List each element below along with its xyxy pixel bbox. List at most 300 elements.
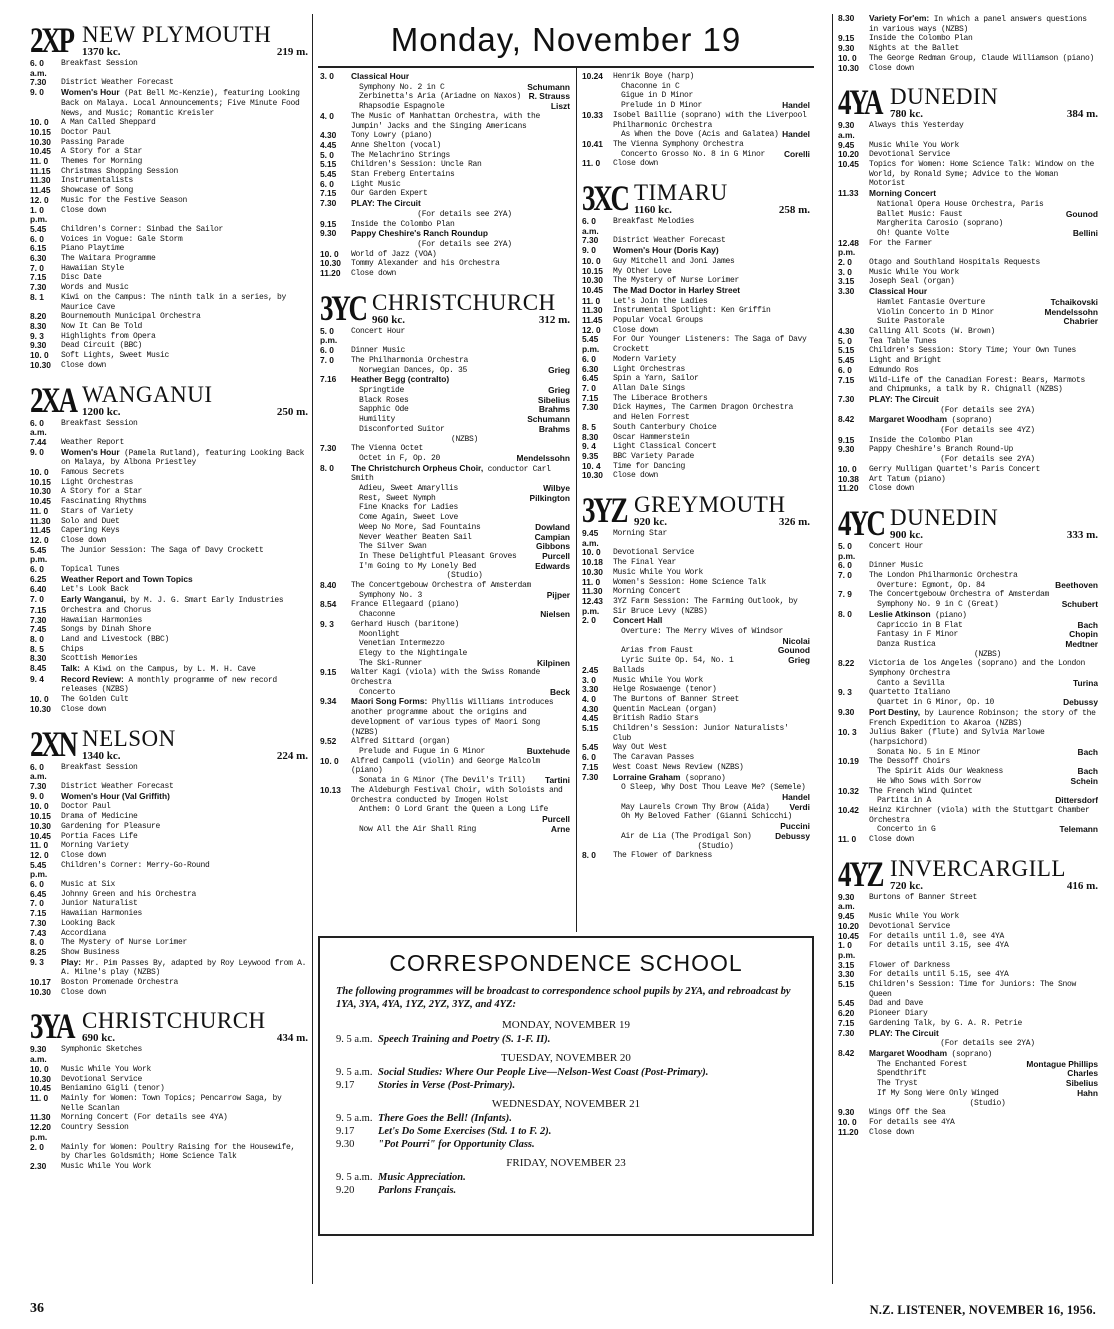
programme-time: 6. 0 bbox=[582, 353, 596, 364]
programme-time: 8. 0 bbox=[582, 850, 596, 861]
programme-row bbox=[320, 805, 570, 824]
programme-time: 9. 0 bbox=[582, 245, 596, 256]
composer: Purcell bbox=[542, 550, 570, 561]
programme-title: Morning Concert bbox=[613, 587, 681, 597]
programme-title: Music While You Work bbox=[613, 675, 704, 685]
programme-title bbox=[351, 375, 570, 386]
programme-title: O Sleep, Why Dost Thou Leave Me? (Semele) Handel bbox=[621, 783, 810, 802]
station-call-sign: 2XN bbox=[30, 723, 76, 764]
programme-row bbox=[30, 802, 308, 812]
programme-row bbox=[320, 523, 570, 533]
composer: Bach bbox=[1077, 619, 1098, 630]
programme-title: Oh My Beloved Father (Gianni Schicchi) Puccini bbox=[621, 812, 810, 832]
programme-row bbox=[838, 621, 1098, 631]
programme-title: Anne Shelton (vocal) bbox=[351, 140, 442, 150]
correspondence-programme: Social Studies: Where Our People Live—Nelson-West Coast (Post-Primary). bbox=[378, 1067, 709, 1078]
programme-row bbox=[582, 773, 810, 784]
programme-time: 7. 0 bbox=[838, 570, 852, 581]
programme-title: Capering Keys bbox=[61, 526, 120, 536]
programme-title: Devotional Service bbox=[613, 548, 695, 558]
correspondence-day: FRIDAY, NOVEMBER 23 bbox=[506, 1157, 626, 1169]
programme-row bbox=[582, 548, 810, 558]
programme-title: Dick Haymes, The Carmen Dragon Orchestra and Helen Forrest bbox=[613, 403, 794, 423]
programme-row bbox=[838, 610, 1098, 621]
programme-row bbox=[30, 322, 308, 332]
programme-time: 10. 0 bbox=[838, 52, 857, 63]
programme-row bbox=[30, 978, 308, 988]
programme-time: 10. 0 bbox=[30, 801, 49, 812]
programme-title: Close down bbox=[61, 535, 107, 545]
programme-title: Sonata in G Minor (The Devil's Trill) Tartini bbox=[359, 775, 570, 786]
programme-time: 10. 0 bbox=[320, 755, 339, 766]
programme-time: 8.30 bbox=[30, 320, 47, 331]
programme-time: 8.22 bbox=[838, 658, 855, 669]
programme-title: Disconforted Suitor Brahms bbox=[359, 423, 570, 434]
programme-row bbox=[838, 679, 1098, 689]
programme-time: 7.30 bbox=[30, 77, 47, 88]
programme-row bbox=[838, 189, 1098, 200]
programme-title: Music While You Work bbox=[869, 912, 960, 922]
programme-row bbox=[30, 273, 308, 283]
composer: Gounod bbox=[1065, 208, 1098, 219]
programme-title: Close down bbox=[869, 484, 915, 494]
programme-time: 6. 0 bbox=[30, 879, 44, 890]
composer: Montague Phillips bbox=[1026, 1058, 1098, 1069]
programme-title: Anthem: O Lord Grant the Queen a Long Life Purcell bbox=[359, 805, 570, 824]
programme-title: Orchestra and Chorus bbox=[61, 605, 152, 615]
programme-title: Overture: Egmont, Op. 84 Beethoven bbox=[877, 579, 1098, 590]
programme-title: The Vienna Octet bbox=[351, 444, 424, 454]
programme-row bbox=[582, 306, 810, 316]
programme-row bbox=[30, 1162, 308, 1172]
programme-title: Nights at the Ballet bbox=[869, 44, 960, 54]
programme-title: In These Delightful Pleasant Groves Purcell bbox=[359, 550, 570, 561]
programme-title: Tea Table Tunes bbox=[869, 336, 937, 346]
programme-row bbox=[838, 1128, 1098, 1138]
station-call-sign: 4YA bbox=[838, 82, 882, 123]
programme-time bbox=[838, 308, 869, 318]
composer: Arne bbox=[550, 823, 570, 834]
programme-row bbox=[582, 394, 810, 404]
programme-row bbox=[838, 465, 1098, 475]
programme-title: The Ski-Runner Kilpinen bbox=[359, 657, 570, 668]
programme-title: Mainly for Women: Town Topics; Pencarrow Saga, by Nelle Scanlan bbox=[61, 1093, 282, 1113]
programme-row bbox=[582, 159, 810, 169]
programme-row bbox=[582, 714, 810, 724]
programme-title: Danza Rustica Medtner bbox=[877, 638, 1098, 649]
programme-time: 12.43 p.m. bbox=[582, 595, 603, 616]
programme-time: 8.30 bbox=[582, 431, 599, 442]
programme-row bbox=[582, 783, 810, 802]
correspondence-programme: Stories in Verse (Post-Primary). bbox=[378, 1080, 516, 1091]
programme-title: Julius Baker (flute) and Sylvia Marlowe (harpsichord) bbox=[869, 728, 1045, 747]
programme-title: Show Business bbox=[61, 947, 120, 957]
programme-time: 11.45 bbox=[582, 315, 603, 326]
station-block bbox=[320, 72, 570, 279]
programme-row bbox=[30, 890, 308, 900]
programme-row bbox=[320, 747, 570, 757]
programme-row bbox=[320, 415, 570, 425]
correspondence-time: 9.17 bbox=[336, 1080, 355, 1091]
programme-time: 10. 0 bbox=[838, 463, 857, 474]
programme-time: 10.13 bbox=[320, 784, 341, 795]
programme-title: Otago and Southland Hospitals Requests bbox=[869, 258, 1041, 268]
programme-time bbox=[320, 825, 351, 835]
programme-title: Modern Variety bbox=[613, 354, 677, 364]
programme-title: (For details see 4YZ) bbox=[940, 426, 1035, 436]
programme-title: (Studio) bbox=[969, 1098, 1006, 1108]
programme-row bbox=[582, 217, 810, 236]
programme-time bbox=[838, 1060, 869, 1070]
programme-time: 10. 0 bbox=[30, 1063, 49, 1074]
station-kc: 1340 kc. bbox=[82, 749, 121, 762]
programme-title: Portia Faces Life bbox=[61, 831, 138, 841]
programme-title: Variety For'em: In which a panel answers questions in various ways (NZBS) bbox=[869, 14, 1087, 34]
programme-row bbox=[320, 425, 570, 435]
programme-time: 9.30 bbox=[838, 1107, 855, 1118]
programme-title: I'm Going to My Lonely Bed Edwards bbox=[359, 560, 570, 571]
programme-title: Calling All Scots (W. Brown) bbox=[869, 326, 996, 336]
composer: Pijper bbox=[546, 589, 570, 600]
column-4 bbox=[838, 14, 1098, 1298]
programme-time: 9.30 bbox=[838, 706, 855, 717]
programme-title: Close down bbox=[351, 269, 397, 279]
programme-time: 5.45 bbox=[30, 223, 47, 234]
programme-time: 9. 0 bbox=[30, 790, 44, 801]
programme-time: 10.30 bbox=[582, 566, 603, 577]
programme-title: Land and Livestock (BBC) bbox=[61, 634, 170, 644]
programme-row bbox=[320, 581, 570, 591]
station-frequency-row bbox=[82, 46, 308, 58]
programme-time bbox=[320, 562, 351, 572]
station-metres: 224 m. bbox=[276, 749, 308, 762]
programme-time: 5. 0 bbox=[838, 335, 852, 346]
programme-row bbox=[838, 941, 1098, 960]
programme-time bbox=[320, 533, 351, 543]
programme-time: 10.30 bbox=[30, 1073, 51, 1084]
programme-title: Ballet Music: Faust Gounod bbox=[877, 208, 1098, 219]
programme-row bbox=[838, 210, 1098, 220]
programme-title: Instrumental Spotlight: Ken Griffin bbox=[613, 306, 771, 316]
programme-row bbox=[30, 695, 308, 705]
programme-title: Chaconne in C bbox=[621, 81, 680, 91]
programme-title: Elegy to the Nightingale bbox=[359, 648, 468, 658]
programme-row bbox=[30, 675, 308, 695]
programme-title: Art Tatum (piano) bbox=[869, 474, 946, 484]
programme-time: 9. 0 bbox=[30, 446, 44, 457]
programme-time: 7.16 bbox=[320, 374, 337, 385]
programme-title: BBC Variety Parade bbox=[613, 451, 695, 461]
programme-row bbox=[582, 316, 810, 326]
programme-title: Heinz Kirchner (viola) with the Stuttgart Chamber Orchestra bbox=[869, 805, 1090, 825]
column-rule-2 bbox=[576, 68, 577, 932]
programme-time bbox=[320, 415, 351, 425]
programme-time: 9.45 bbox=[838, 139, 855, 150]
station-frequency-row bbox=[634, 204, 810, 216]
programme-title: Alfred Campoli (violin) and George Malcolm (piano) bbox=[351, 756, 541, 776]
programme-title-bold: Women's Hour (Doris Kay) bbox=[613, 245, 719, 256]
programme-row bbox=[582, 365, 810, 375]
programme-time: 10. 0 bbox=[30, 694, 49, 705]
station-header bbox=[838, 848, 1098, 892]
programme-title: (Studio) bbox=[697, 841, 734, 851]
programme-title: Partita in A Dittersdorf bbox=[877, 795, 1098, 806]
programme-title: District Weather Forecast bbox=[61, 782, 174, 791]
programme-row bbox=[582, 529, 810, 548]
programme-title: The Dessoff Choirs bbox=[869, 757, 951, 767]
programme-row bbox=[838, 630, 1098, 640]
composer: Medtner bbox=[1065, 638, 1098, 649]
programme-title bbox=[613, 616, 810, 627]
programme-title: Quartetto Italiano bbox=[869, 688, 951, 698]
programme-title: Famous Secrets bbox=[61, 468, 125, 478]
programme-time: 11.30 bbox=[30, 515, 51, 526]
programme-row bbox=[320, 327, 570, 346]
station-block bbox=[838, 497, 1098, 845]
programme-title: For the Farmer bbox=[869, 238, 933, 248]
composer: Schubert bbox=[1061, 599, 1098, 610]
programme-row bbox=[320, 610, 570, 620]
programme-row bbox=[320, 503, 570, 513]
programme-time: 6.30 bbox=[582, 363, 599, 374]
station-header-text bbox=[82, 1010, 308, 1044]
station-city: INVERCARGILL bbox=[890, 855, 1066, 881]
correspondence-item bbox=[336, 1138, 796, 1151]
programme-time: 12. 0 bbox=[30, 849, 49, 860]
programme-title: France Ellegaard (piano) bbox=[351, 600, 460, 610]
programme-time: 5. 0 bbox=[320, 149, 334, 160]
programme-row bbox=[320, 170, 570, 180]
programme-time: 7.15 bbox=[30, 272, 47, 283]
programme-title-bold: Pappy Cheshire's Ranch Roundup bbox=[351, 228, 488, 239]
programme-row bbox=[838, 796, 1098, 806]
programme-time bbox=[582, 832, 613, 842]
programme-row bbox=[582, 101, 810, 111]
station-kc: 920 kc. bbox=[634, 516, 667, 529]
programme-title: Suite Pastorale Chabrier bbox=[877, 316, 1098, 327]
programme-row bbox=[838, 366, 1098, 376]
programme-row bbox=[30, 1094, 308, 1113]
composer: Charles bbox=[1067, 1068, 1098, 1079]
programme-row bbox=[30, 536, 308, 546]
programme-row bbox=[838, 777, 1098, 787]
programme-row bbox=[30, 1045, 308, 1064]
programme-title: A Story for a Star bbox=[61, 147, 143, 157]
station-header bbox=[838, 497, 1098, 541]
programme-row bbox=[838, 34, 1098, 44]
programme-row bbox=[838, 961, 1098, 971]
programme-row bbox=[838, 1099, 1098, 1109]
station-header bbox=[30, 718, 308, 762]
programme-time bbox=[320, 630, 351, 640]
programme-title: Gigue in D Minor bbox=[621, 91, 694, 101]
correspondence-time: 9. 5 a.m. bbox=[336, 1113, 373, 1124]
station-block bbox=[582, 172, 810, 481]
programme-time: 7.15 bbox=[320, 188, 337, 199]
programme-title: Lorraine Graham (soprano) bbox=[613, 771, 726, 783]
programme-title: (Studio) bbox=[446, 571, 483, 581]
programme-time: 11.30 bbox=[582, 586, 603, 597]
programme-title: District Weather Forecast bbox=[613, 236, 726, 246]
correspondence-title: CORRESPONDENCE SCHOOL bbox=[389, 950, 743, 976]
programme-row bbox=[582, 656, 810, 666]
programme-time: 6. 0 bbox=[838, 364, 852, 375]
programme-title: The Mystery of Nurse Lorimer bbox=[613, 276, 740, 286]
programme-time: 5.15 bbox=[838, 979, 855, 990]
programme-title: Capriccio in B Flat Bach bbox=[877, 619, 1098, 630]
programme-time: 10.45 bbox=[30, 1083, 51, 1094]
programme-title: Stars of Variety bbox=[61, 506, 134, 516]
programme-row bbox=[30, 118, 308, 128]
programme-title: Spendthrift Charles bbox=[877, 1068, 1098, 1079]
programme-row bbox=[320, 250, 570, 260]
programme-row bbox=[320, 630, 570, 640]
programme-title: Soft Lights, Sweet Music bbox=[61, 351, 170, 361]
station-header-text bbox=[890, 504, 1098, 541]
programme-time: 9.30 bbox=[838, 43, 855, 54]
programme-title: Close down bbox=[613, 471, 659, 481]
programme-title: Close down bbox=[61, 205, 107, 215]
programme-row bbox=[30, 899, 308, 909]
programme-time bbox=[320, 386, 351, 396]
programme-time: 10.45 bbox=[838, 930, 859, 941]
programme-time: 10.30 bbox=[582, 275, 603, 286]
programme-time: 5.45 p.m. bbox=[30, 544, 48, 565]
programme-title: The Spirit Aids Our Weakness Bach bbox=[877, 766, 1098, 777]
programme-title: Music at Six bbox=[61, 880, 116, 890]
programme-row bbox=[838, 1069, 1098, 1079]
programme-title: Children's Session: Time for Juniors: The Snow Queen bbox=[869, 980, 1077, 999]
programme-time: 10.19 bbox=[838, 756, 859, 767]
programme-time: 9.15 bbox=[838, 434, 855, 445]
programme-time: 9.34 bbox=[320, 696, 337, 707]
programme-time bbox=[838, 210, 869, 220]
column-1 bbox=[30, 14, 308, 1298]
programme-time: 11. 0 bbox=[838, 834, 857, 845]
programme-time: 11.33 bbox=[838, 188, 859, 199]
composer: Campian bbox=[534, 531, 570, 542]
station-block bbox=[30, 718, 308, 998]
programme-title: Talk: A Kiwi on the Campus, by L. M. H. Cave bbox=[61, 663, 256, 675]
station-call-sign: 3YC bbox=[320, 287, 366, 328]
programme-row bbox=[838, 445, 1098, 455]
station-call-sign: 2XP bbox=[30, 20, 73, 60]
station-block bbox=[838, 76, 1098, 494]
programme-title: Overture: The Merry Wives of Windsor Nicolai bbox=[621, 627, 810, 646]
programme-time: 10. 0 bbox=[838, 1116, 857, 1127]
programme-row bbox=[320, 210, 570, 220]
programme-time: 9. 0 bbox=[30, 87, 44, 98]
programme-row bbox=[582, 568, 810, 578]
station-frequency-row bbox=[890, 108, 1098, 120]
programme-title: Quentin MacLean (organ) bbox=[613, 704, 717, 714]
programme-title: Our Garden Expert bbox=[351, 189, 428, 199]
programme-time bbox=[320, 542, 351, 552]
correspondence-day: MONDAY, NOVEMBER 19 bbox=[501, 1019, 631, 1031]
programme-time: 10. 0 bbox=[30, 467, 49, 478]
programme-title: The Vienna Symphony Orchestra bbox=[613, 139, 744, 149]
programme-time: 7. 0 bbox=[582, 382, 596, 393]
programme-title: Disc Date bbox=[61, 273, 102, 283]
programme-title: The Melachrino Strings bbox=[351, 150, 451, 160]
programme-row bbox=[838, 436, 1098, 446]
programme-title: Highlights from Opera bbox=[61, 331, 156, 341]
composer: Bellini bbox=[1072, 227, 1098, 238]
programme-row bbox=[838, 308, 1098, 318]
programme-row bbox=[838, 44, 1098, 54]
composer: Schumann bbox=[527, 414, 570, 425]
programme-time: 12. 0 bbox=[30, 194, 49, 205]
programme-time: 3.30 bbox=[582, 684, 599, 695]
programme-row bbox=[838, 14, 1098, 34]
station-kc: 1160 kc. bbox=[634, 204, 672, 217]
programme-title: Music While You Work bbox=[61, 1161, 152, 1171]
programme-time: 5. 0 p.m. bbox=[320, 325, 338, 346]
programme-time: 9. 4 bbox=[30, 673, 44, 684]
programme-row bbox=[582, 627, 810, 646]
programme-title: Hamlet Fantasie Overture Tchaikovski bbox=[877, 296, 1098, 307]
programme-time: 7.30 bbox=[30, 282, 47, 293]
programme-title: Women's Hour (Pamela Rutland), featuring Looking Back on Malaya, by Albona Priestley bbox=[61, 446, 305, 468]
programme-title: Concert Hour bbox=[869, 541, 924, 551]
programme-row bbox=[582, 442, 810, 452]
programme-row bbox=[30, 507, 308, 517]
programme-time: 6.40 bbox=[30, 584, 47, 595]
programme-title bbox=[869, 1029, 1098, 1040]
programme-title: Prelude and Fugue in G Minor Buxtehude bbox=[359, 746, 570, 756]
programme-row bbox=[582, 812, 810, 831]
programme-row bbox=[320, 513, 570, 523]
programme-title: Black Roses Sibelius bbox=[359, 394, 570, 405]
programme-title: The Mystery of Nurse Lorimer bbox=[61, 938, 188, 948]
programme-row bbox=[30, 128, 308, 138]
programme-title: Spin a Yarn, Sailor bbox=[613, 374, 699, 384]
programme-row bbox=[320, 659, 570, 669]
programme-title: He Who Sows with Sorrow Schein bbox=[877, 775, 1098, 786]
programme-row bbox=[30, 487, 308, 497]
programme-title: British Radio Stars bbox=[613, 714, 699, 724]
correspondence-time: 9. 5 a.m. bbox=[336, 1067, 373, 1078]
programme-time: 10.41 bbox=[582, 138, 603, 149]
programme-title: Ballads bbox=[613, 665, 645, 675]
programme-row bbox=[30, 635, 308, 645]
composer: Nicolai bbox=[782, 635, 810, 646]
station-kc: 720 kc. bbox=[890, 879, 923, 892]
programme-time bbox=[838, 630, 869, 640]
programme-title: Doctor Paul bbox=[61, 127, 111, 137]
programme-row bbox=[320, 757, 570, 776]
programme-title: Gardening for Pleasure bbox=[61, 821, 161, 831]
programme-row bbox=[30, 763, 308, 782]
programme-time: 10.30 bbox=[320, 258, 341, 269]
programme-title: Humility Schumann bbox=[359, 414, 570, 425]
programme-time: 10. 0 bbox=[30, 117, 49, 128]
programme-time: 9.15 bbox=[320, 218, 337, 229]
programme-row bbox=[838, 356, 1098, 366]
programme-time: 2.45 bbox=[582, 664, 599, 675]
programme-time: 7.30 bbox=[320, 198, 337, 209]
programme-title: The French Wind Quintet bbox=[869, 786, 973, 796]
programme-title: The Enchanted Forest Montague Phillips bbox=[877, 1058, 1098, 1069]
programme-title: Allan Dale Sings bbox=[613, 383, 686, 393]
programme-title: World of Jazz (VOA) bbox=[351, 249, 437, 259]
composer: Sibelius bbox=[1065, 1078, 1098, 1089]
programme-time bbox=[320, 503, 351, 513]
programme-time bbox=[838, 767, 869, 777]
programme-title: Songs by Dinah Shore bbox=[61, 625, 152, 635]
programme-title: Junior Naturalist bbox=[61, 899, 138, 909]
composer: Tchaikovski bbox=[1050, 296, 1098, 307]
